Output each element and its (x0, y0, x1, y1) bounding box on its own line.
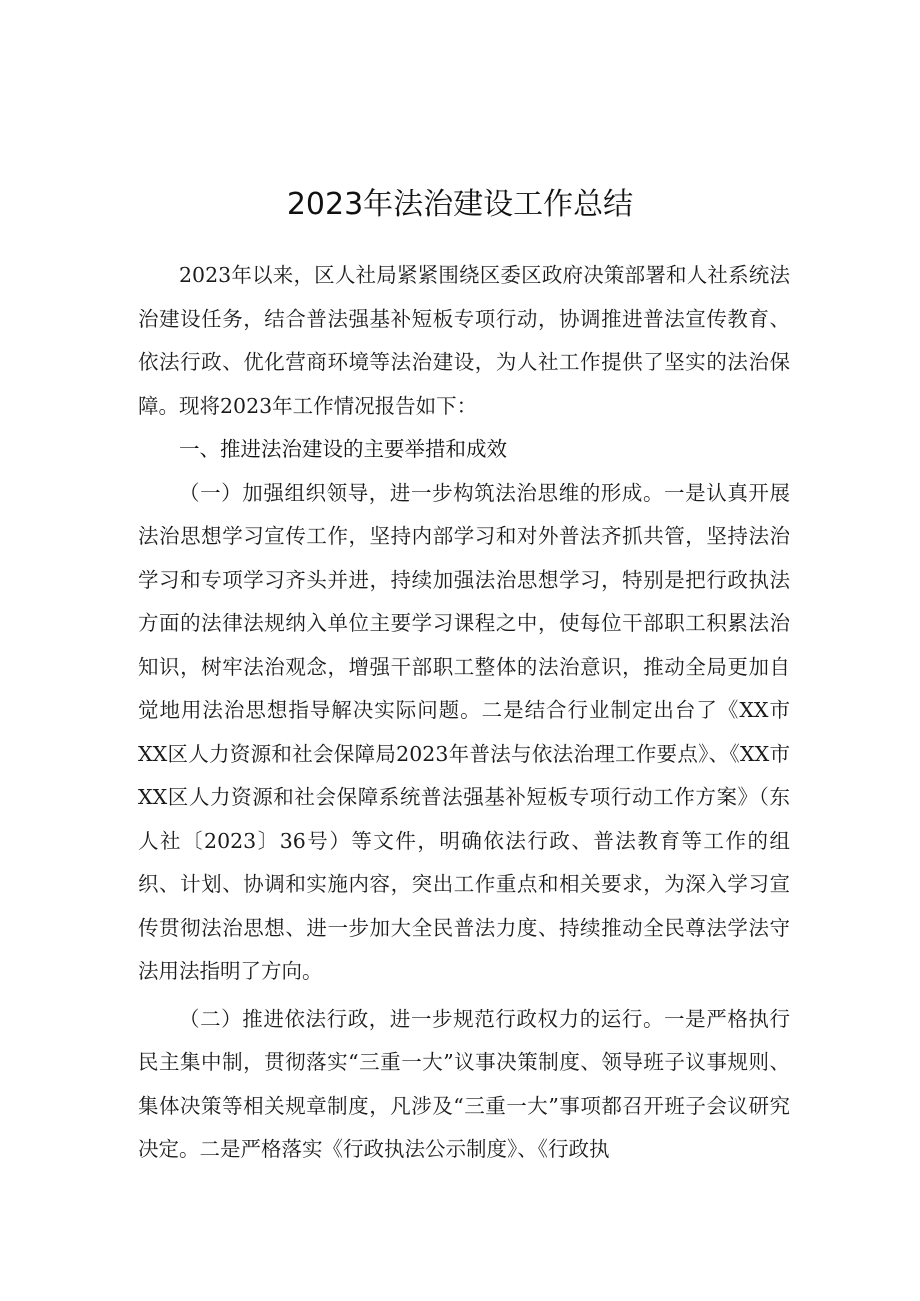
document-body (138, 254, 790, 1172)
document-title: 2023年法治建设工作总结 (286, 187, 634, 223)
paragraph-organization: （一）加强组织领导，进一步构筑法治思维的形成。一是认真开展法治思想学习宣传工作，坚持内部学习和对外普法齐抓共管，坚持法治学习和专项学习齐头并进，持续加强法治思想学习，特别是把行政执法方面的法律法规纳入单位主要学习课程之中，使每位干部职工积累法治知识，树牢法治观念，增强干部职工整体的法治意识，推动全局更加自觉地用法治思想指导解决实际问题。二是结合行业制定出台了《XX市XX区人力资源和社会保障局2023年普法与依法治理工作要点》、《XX市XX区人力资源和社会保障系统普法强基补短板专项行动工作方案》（东人社〔2023〕36号）等文件，明确依法行政、普法教育等工作的组织、计划、协调和实施内容，突出工作重点和相关要求，为深入学习宣传贯彻法治思想、进一步加大全民普法力度、持续推动全民尊法学法守法用法指明了方向。 (138, 480, 790, 983)
section-heading: 一、推进法治建设的主要举措和成效 (179, 437, 507, 461)
paragraph-administration: （二）推进依法行政，进一步规范行政权力的运行。一是严格执行民主集中制，贯彻落实“三重一大”议事决策制度、领导班子议事规则、集体决策等相关规章制度，凡涉及“三重一大”事项都召开班子会议研究决定。二是严格落实《行政执法公示制度》、《行政执 (138, 1006, 790, 1161)
intro-paragraph: 2023年以来，区人社局紧紧围绕区委区政府决策部署和人社系统法治建设任务，结合普法强基补短板专项行动，协调推进普法宣传教育、依法行政、优化营商环境等法治建设，为人社工作提供了坚实的法治保障。现将2023年工作情况报告如下： (138, 263, 790, 418)
